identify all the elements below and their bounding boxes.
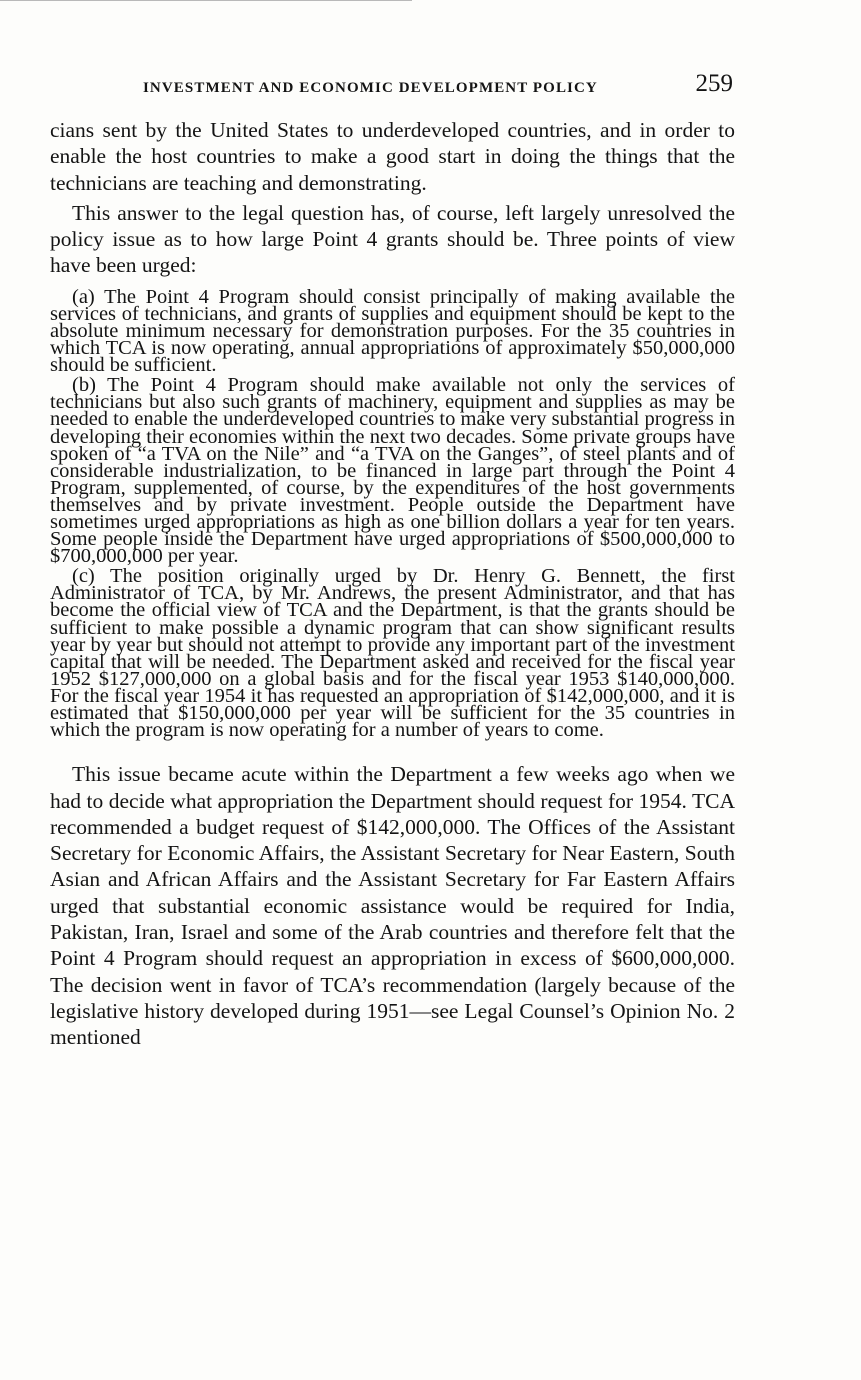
paragraph-budget-issue: This issue became acute within the Department a few weeks ago when we had to decide what appropriation the Department should request for 1954. TCA recommended a budget request of $142,000,000. The Offices of the Assistant Secretary for Economic Affairs, the Assistant Secretary for Near Eastern, South Asian and African Affairs and the Assistant Secretary for Far Eastern Affairs urged that substantial economic assistance would be required for India, Pakistan, Iran, Israel and some of the Arab countries and therefore felt that the Point 4 Program should request an appropriation in excess of $600,000,000. The decision went in favor of TCA’s recommendation (largely because of the legislative history developed during 1951—see Legal Counsel’s Opinion No. 2 mentioned <box>50 762 735 1050</box>
page-header <box>50 70 735 98</box>
paragraph-continuation: cians sent by the United States to underdeveloped countries, and in order to enable the host countries to make a good start in doing the things that the technicians are teaching and demonstrating. <box>50 118 735 195</box>
point-of-view-a: (a) The Point 4 Program should consist principally of making available the services of technicians, and grants of supplies and equipment should be kept to the absolute minimum necessary for demonstration purposes. For the 35 countries in which TCA is now operating, annual appropriations of approximately $50,000,000 should be sufficient. <box>50 285 735 377</box>
page-number: 259 <box>695 70 733 97</box>
paragraph-legal-question: This answer to the legal question has, of course, left largely unresolved the policy issue as to how large Point 4 grants should be. Three points of view have been urged: <box>50 200 735 278</box>
running-head: INVESTMENT AND ECONOMIC DEVELOPMENT POLICY <box>143 80 598 96</box>
point-of-view-c: (c) The position originally urged by Dr. Henry G. Bennett, the first Administrator of TCA, by Mr. Andrews, the present Administrator, and that has become the official view of TCA and the Department, is that the grants should be sufficient to make possible a dynamic program that can show significant results year by year but should not attempt to provide any important part of the investment capital that will be needed. The Department asked and received for the fiscal year 1952 $127,000,000 on a global basis and for the fiscal year 1953 $140,000,000. For the fiscal year 1954 it has requested an appropriation of $142,000,000, and it is estimated that $150,000,000 per year will be sufficient for the 35 countries in which the program is now operating for a number of years to come. <box>50 565 735 742</box>
point-of-view-b: (b) The Point 4 Program should make available not only the services of technicians but also such grants of machinery, equipment and supplies as may be needed to enable the underdeveloped countries to make very substantial progress in developing their economies within the next two decades. Some private groups have spoken of “a TVA on the Nile” and “a TVA on the Ganges”, of steel plants and of considerable industrialization, to be financed in large part through the Point 4 Program, supplemented, of course, by the expenditures of the host governments themselves and by private investment. People outside the Department have sometimes urged appropriations as high as one billion dollars a year for ten years. Some people inside the Department have urged appropriations of $500,000,000 to $700,000,000 per year. <box>50 374 735 568</box>
page-top-rule <box>0 0 412 1</box>
page-body <box>50 117 735 1050</box>
